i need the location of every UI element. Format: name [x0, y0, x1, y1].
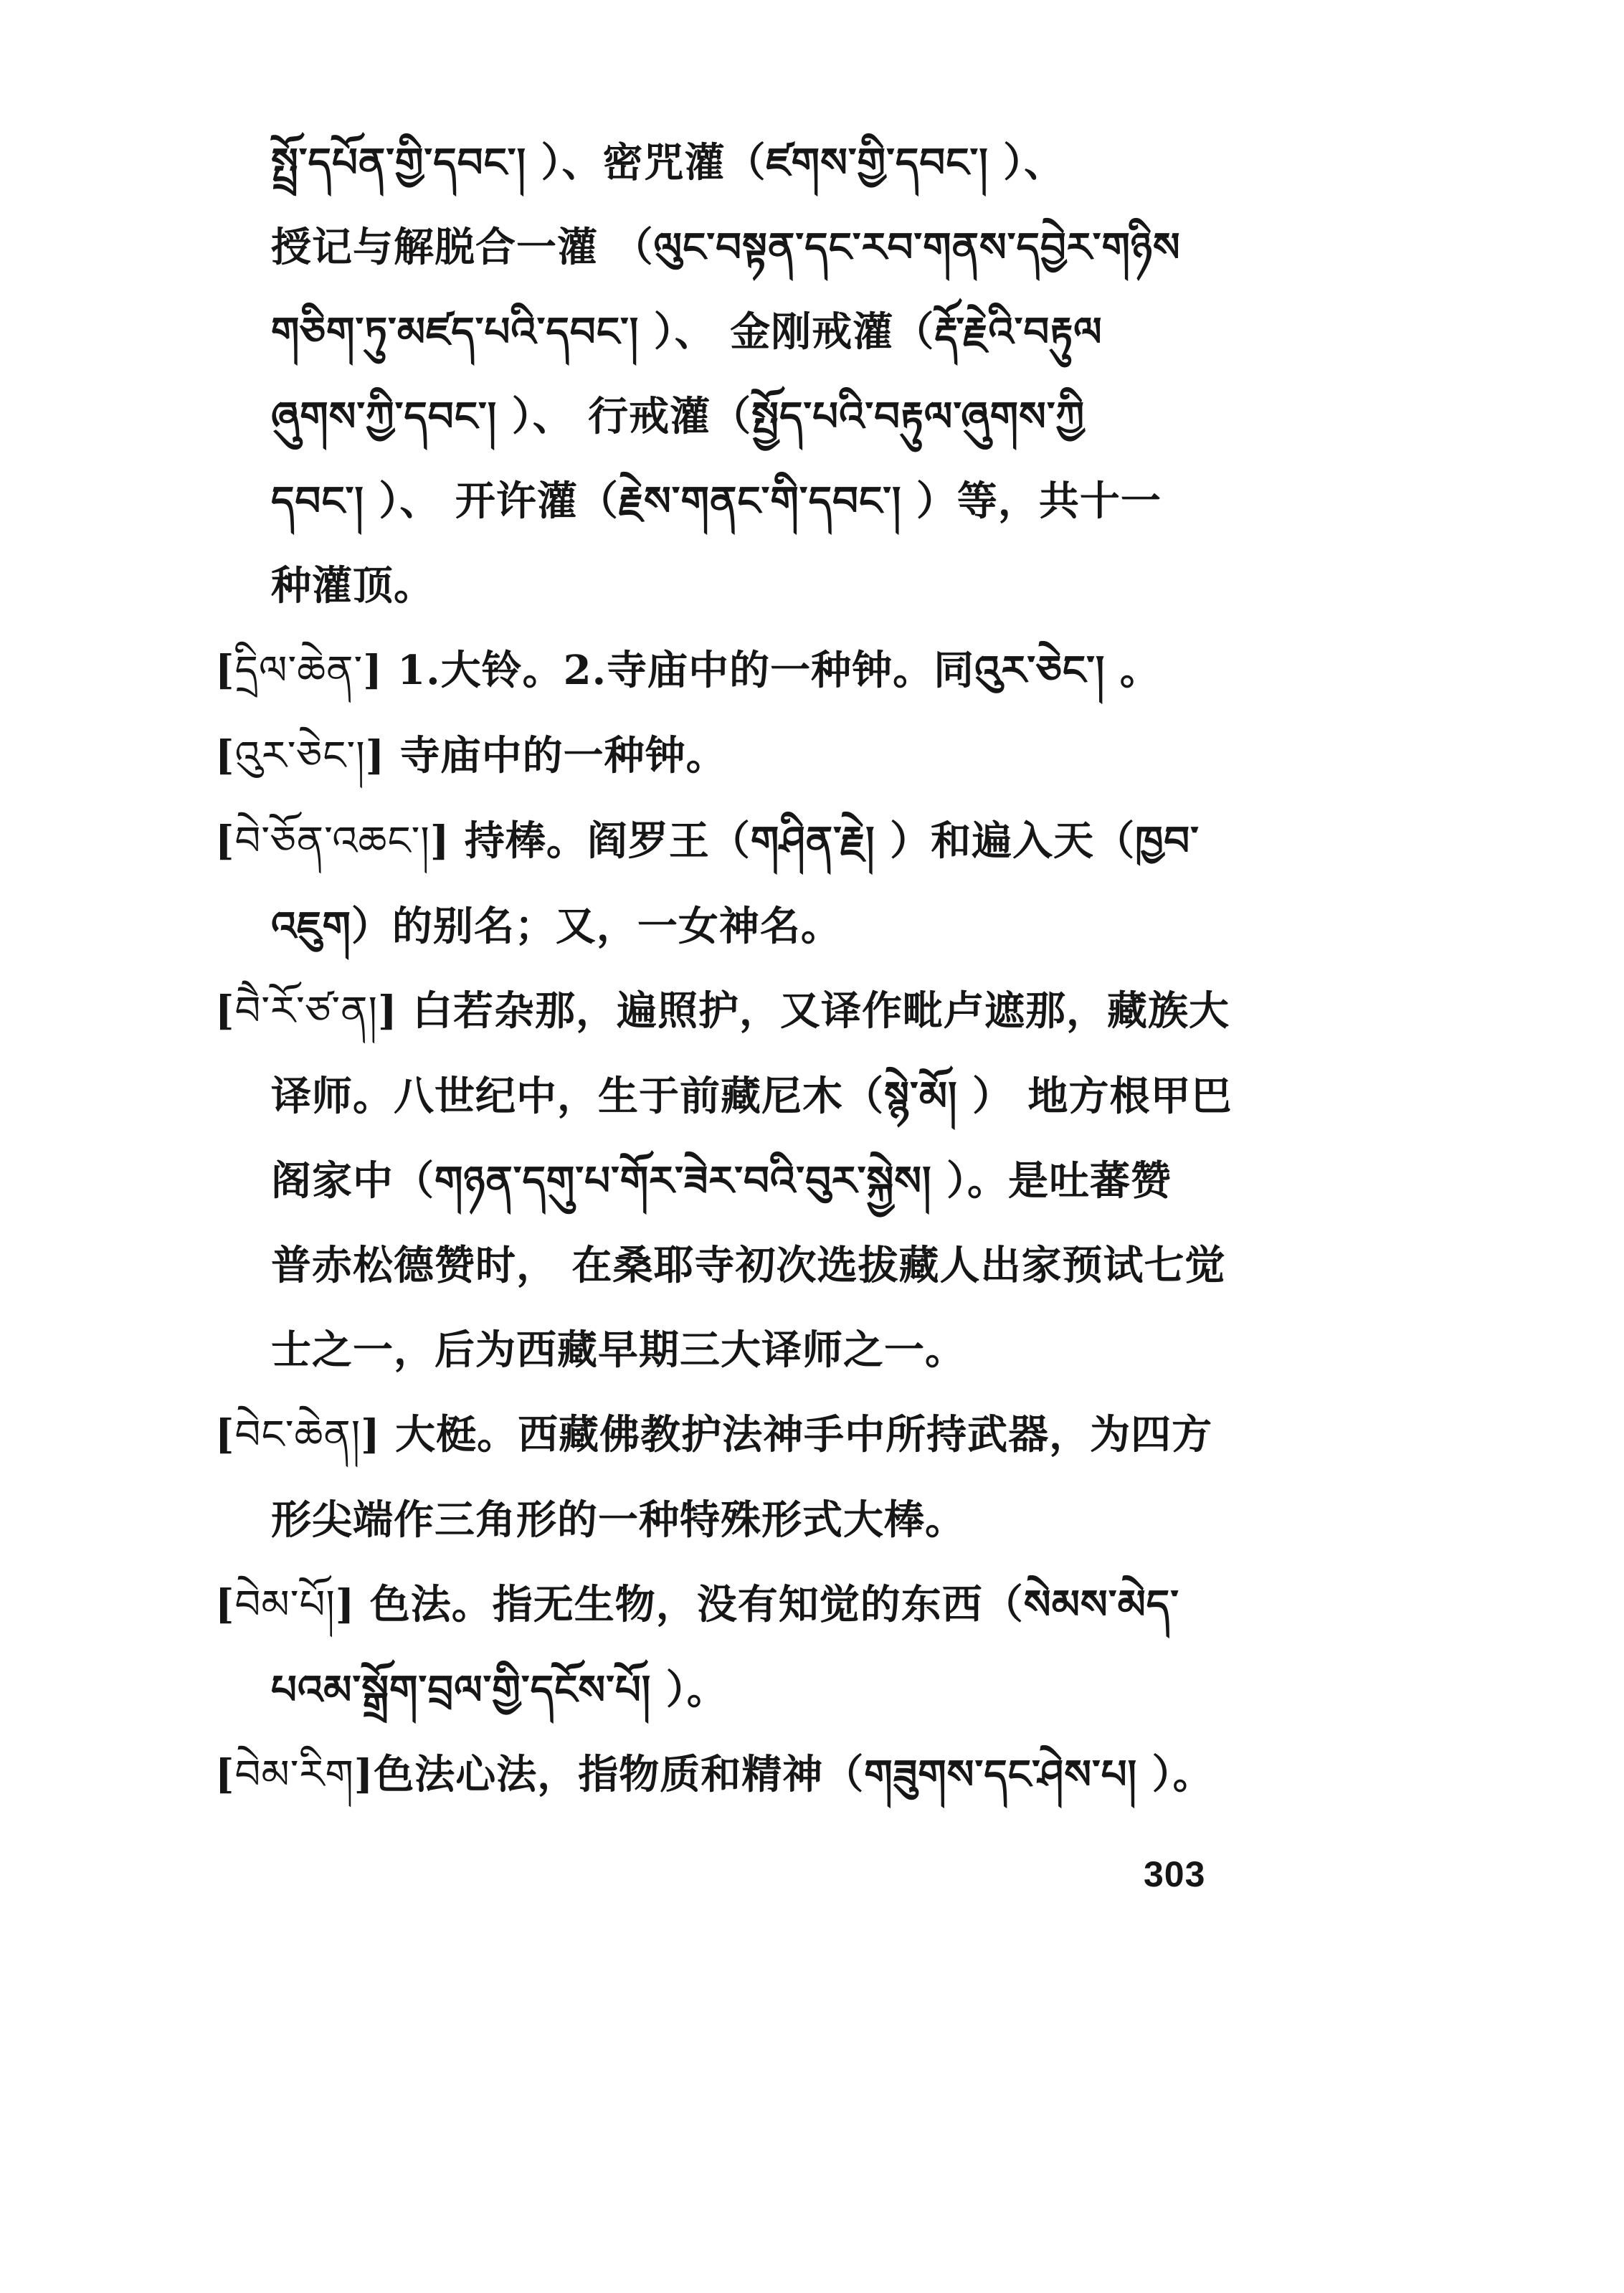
continuation-line: གཅིག་ཏུ་མཛད་པའི་དབང་། ）、 金刚戒灌（རྡོ་རྗེའི་བརྟུལ — [271, 308, 1103, 356]
open-bracket: [ — [215, 1581, 235, 1628]
entry-definition: 1.大铃。2.寺庙中的一种钟。同འུར་ཅེང་། 。 — [397, 647, 1161, 694]
entry-headword: བེང་ཆེན། — [234, 1412, 361, 1458]
entry-definition-continuation: 形尖端作三角形的一种特殊形式大棒。 — [271, 1496, 966, 1544]
entry-headword: འུར་ཅེང་། — [234, 733, 366, 779]
entry-line — [215, 815, 1276, 868]
page-number: 303 — [1144, 1854, 1206, 1894]
entry-line — [215, 1748, 1276, 1802]
text-block — [215, 136, 1276, 1833]
entry-line — [215, 984, 1276, 1038]
open-bracket: [ — [215, 817, 235, 865]
open-bracket: [ — [215, 732, 235, 779]
continuation-line: ཞུགས་ཀྱི་དབང་། ）、 行戒灌（སྤྱོད་པའི་བརྟུལ་ཞུགས་ཀྱི — [271, 393, 1086, 440]
entry-line — [215, 1408, 1276, 1462]
continuation-line: 授记与解脱合一灌 （ལུང་བསྟན་དང་རབ་གནས་དབྱེར་གཉིས — [271, 224, 1181, 271]
entry-line — [215, 729, 1276, 783]
entry-line — [215, 644, 1276, 698]
entry-definition: 色法心法，指物质和精神（གཟུགས་དང་ཤེས་པ། ）。 — [374, 1751, 1214, 1798]
entry-definition: 大梃。西藏佛教护法神手中所持武器，为四方 — [395, 1411, 1213, 1458]
entry-definition: 持棒。阎罗王（གཤིན་རྗེ། ）和遍入天（ཁྱབ་ — [464, 817, 1200, 865]
close-bracket: ] — [365, 732, 400, 779]
entry-line — [215, 1578, 1276, 1632]
entry-definition-continuation: 译师。八世纪中，生于前藏尼木（སྙེ་མོ། ） 地方根甲巴 — [271, 1073, 1233, 1120]
entry-headword: བེ་ཅོན་འཆང་། — [234, 818, 430, 865]
open-bracket: [ — [215, 1411, 235, 1458]
continuation-line: 种灌顶。 — [271, 562, 435, 609]
open-bracket: [ — [215, 647, 235, 694]
close-bracket: ] — [377, 987, 412, 1035]
close-bracket: ] — [361, 1411, 396, 1458]
entry-definition-continuation: པའམ་སྒྲོག་བྲལ་གྱི་དངོས་པོ། ）。 — [271, 1666, 728, 1714]
open-bracket: [ — [215, 1751, 235, 1798]
close-bracket: ] — [353, 1751, 374, 1798]
close-bracket: ] — [335, 1581, 370, 1628]
close-bracket: ] — [363, 647, 398, 694]
entry-definition: 寺庙中的一种钟。 — [399, 732, 727, 779]
open-bracket: [ — [215, 987, 235, 1035]
entry-definition-continuation: 阁家中（གཉན་དགུ་པ་གོར་ཟེར་བའི་བུར་སྐྱེས། ）。是吐蕃赞 — [271, 1157, 1172, 1205]
entry-definition: 白若杂那，遍照护，又译作毗卢遮那，藏族大 — [412, 987, 1230, 1035]
entry-headword: བེམ་པོ། — [234, 1582, 336, 1628]
continuation-line: དབང་། ）、 开许灌（རྗེས་གནང་གི་དབང་། ）等，共十一 — [271, 478, 1162, 525]
entry-definition-continuation: 普赤松德赞时， 在桑耶寺初次选拔藏人出家预试七觉 — [271, 1242, 1226, 1289]
entry-headword: བེམ་རིག — [234, 1752, 354, 1798]
continuation-line: སྤྲོ་དཔོན་གྱི་དབང་། ）、密咒灌（ཛགས་གྱི་དབང་། ）、 — [271, 139, 1065, 186]
close-bracket: ] — [429, 817, 465, 865]
entry-headword: དྲིལ་ཆེན་ — [234, 647, 364, 694]
entry-definition-continuation: 士之一，后为西藏早期三大译师之一。 — [271, 1326, 966, 1374]
entry-definition: 色法。指无生物，没有知觉的东西（སེམས་མེད་ — [369, 1581, 1179, 1628]
entry-definition-continuation: འཇུག）的别名；又，一女神名。 — [271, 903, 842, 950]
entry-headword: བཻ་རོ་ཙ་ན། — [234, 988, 378, 1035]
